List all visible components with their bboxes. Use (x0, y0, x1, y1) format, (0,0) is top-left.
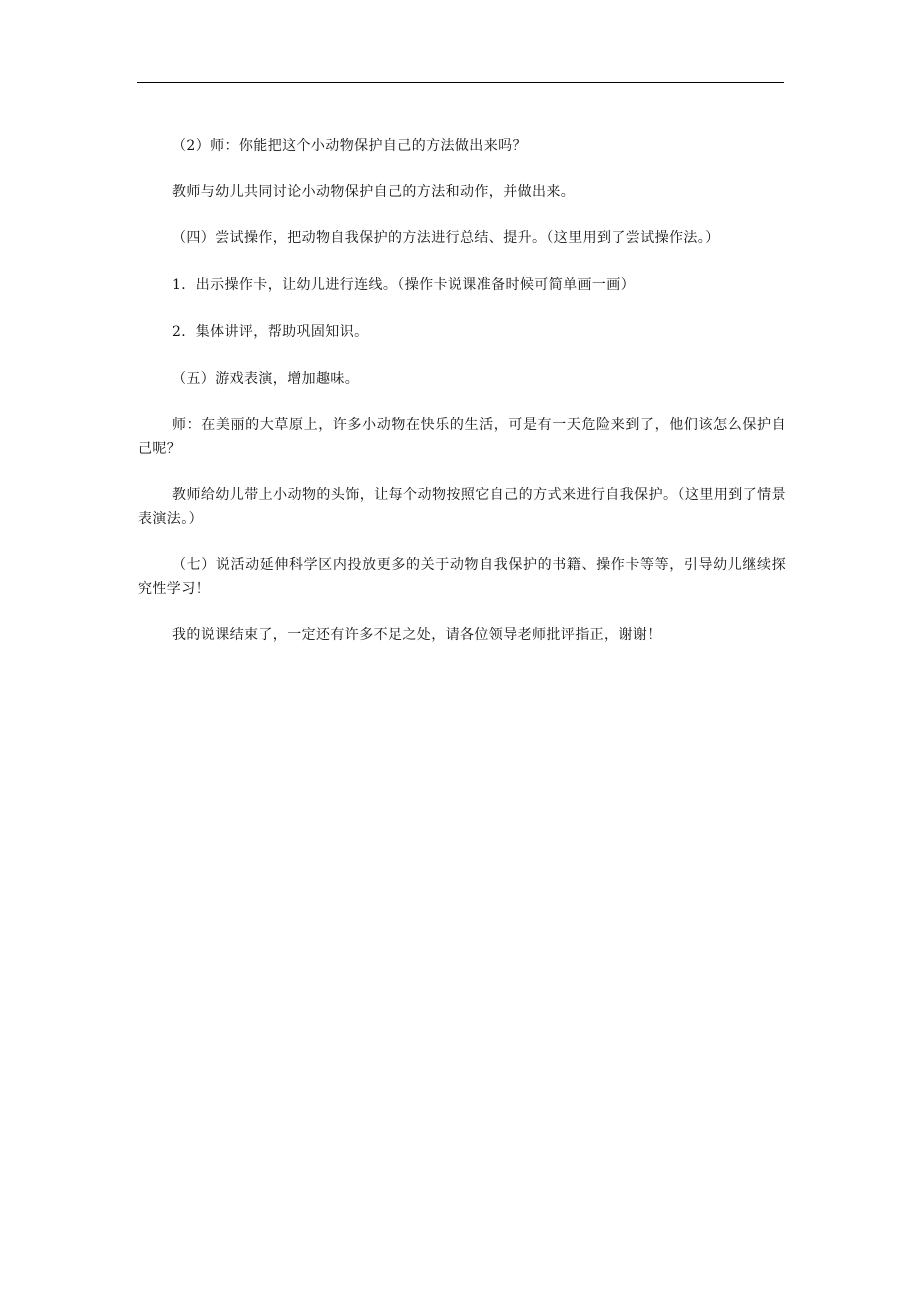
paragraph: （2）师：你能把这个小动物保护自己的方法做出来吗？ (172, 138, 527, 154)
paragraph: 我的说课结束了，一定还有许多不足之处，请各位领导老师批评指正，谢谢！ (172, 627, 662, 643)
paragraph: （四）尝试操作，把动物自我保护的方法进行总结、提升。（这里用到了尝试操作法。） (172, 230, 720, 246)
paragraph: 2．集体讲评，帮助巩固知识。 (172, 324, 369, 340)
paragraph: （五）游戏表演，增加趣味。 (172, 371, 360, 387)
paragraph: 教师给幼儿带上小动物的头饰，让每个动物按照它自己的方式来进行自我保护。（这里用到了情景表演法。） (138, 487, 786, 527)
document-body (138, 134, 786, 647)
paragraph: 师：在美丽的大草原上，许多小动物在快乐的生活，可是有一天危险来到了，他们该怎么保护自己呢？ (138, 417, 786, 457)
paragraph: 教师与幼儿共同讨论小动物保护自己的方法和动作，并做出来。 (172, 184, 576, 200)
paragraph: 1．出示操作卡，让幼儿进行连线。（操作卡说课准备时候可简单画一画） (172, 277, 636, 293)
paragraph: （七）说活动延伸科学区内投放更多的关于动物自我保护的书籍、操作卡等等，引导幼儿继续探究性学习！ (138, 557, 786, 597)
header-rule (137, 82, 784, 83)
